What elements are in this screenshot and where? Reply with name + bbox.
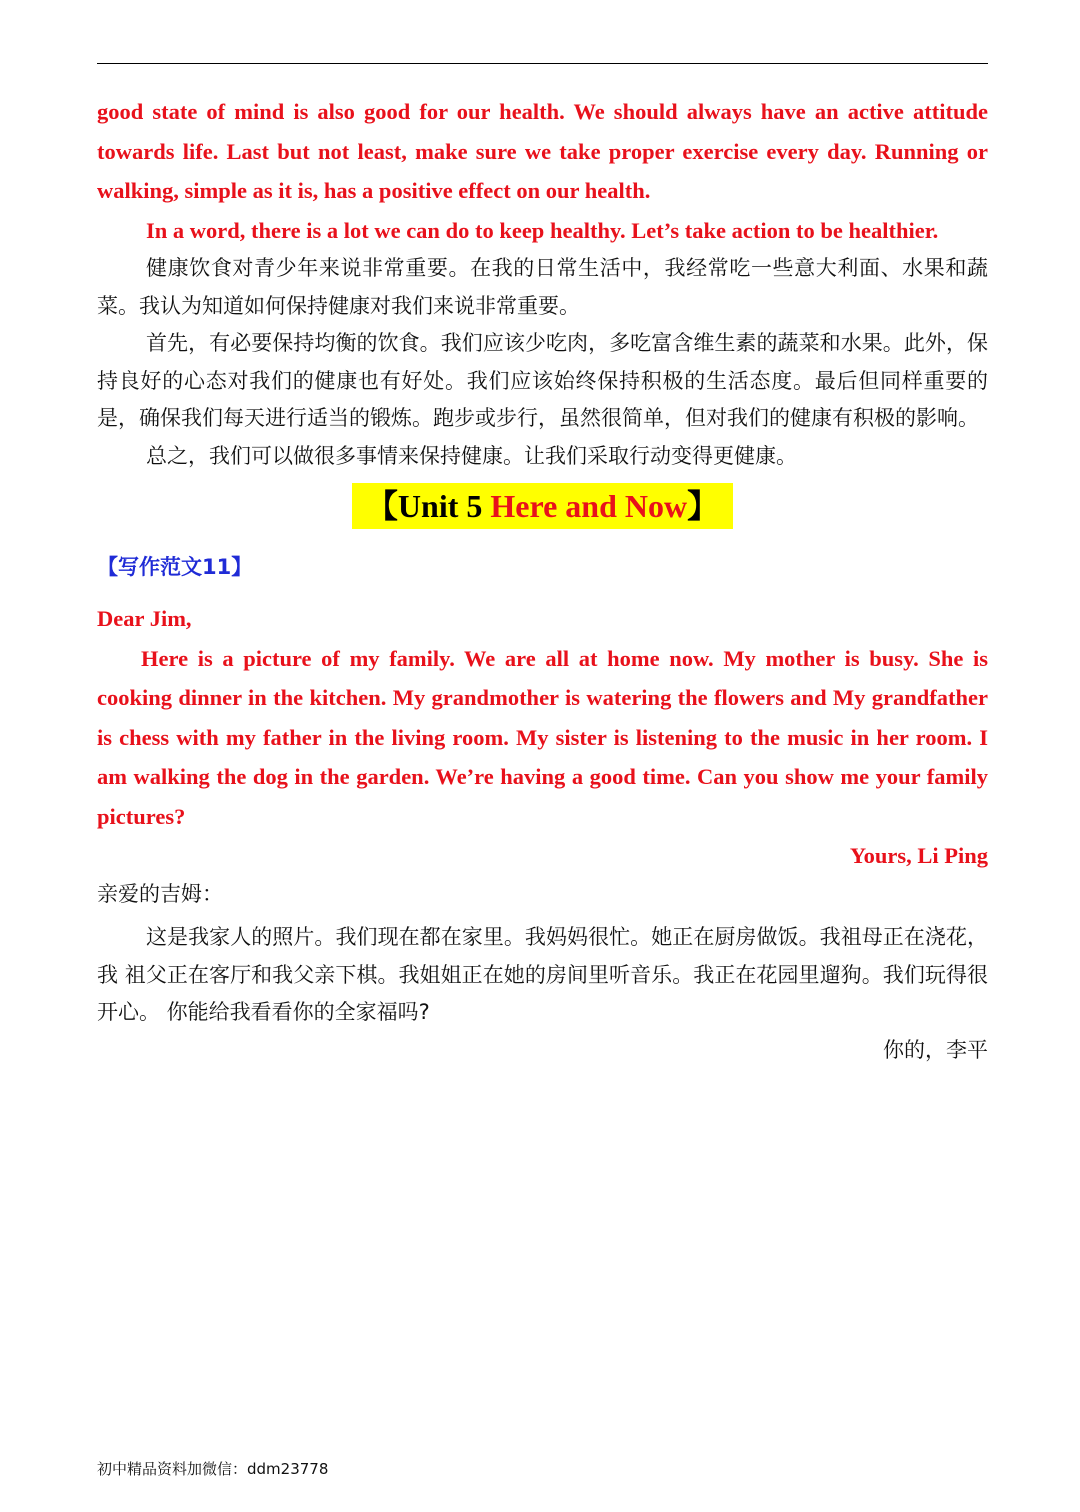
- page-content: [97, 92, 988, 1069]
- chinese-paragraph: 健康饮食对青少年来说非常重要。在我的日常生活中，我经常吃一些意大利面、水果和蔬菜。我认为知道如何保持健康对我们来说非常重要。: [97, 256, 988, 318]
- unit-title-highlight: [352, 483, 733, 529]
- bracket-close: 】: [687, 488, 720, 524]
- unit-title: Here and Now: [490, 488, 688, 524]
- chinese-paragraph: 首先，有必要保持均衡的饮食。我们应该少吃肉，多吃富含维生素的蔬菜和水果。此外，保持良好的心态对我们的健康也有好处。我们应该始终保持积极的生活态度。最后但同样重要的是，确保我们每天进行适当的锻炼。跑步或步行，虽然很简单，但对我们的健康有积极的影响。: [97, 331, 988, 430]
- chinese-conclusion-paragraph: 总之，我们可以做很多事情来保持健康。让我们采取行动变得更健康。: [146, 443, 797, 468]
- letter-signature: Yours, Li Ping: [849, 843, 988, 868]
- header-rule: [97, 63, 988, 64]
- chinese-letter-body: 这是我家人的照片。我们现在都在家里。我妈妈很忙。她正在厨房做饭。我祖母正在浇花，我 祖父正在客厅和我父亲下棋。我姐姐正在她的房间里听音乐。我正在花园里遛狗。我们玩得很开心。 你能给我看看你的全家福吗?: [97, 925, 988, 1024]
- footer-note: 初中精品资料加微信：ddm23778: [97, 1460, 329, 1478]
- letter-greeting: Dear Jim,: [97, 606, 192, 631]
- chinese-greeting: 亲爱的吉姆：: [97, 881, 223, 906]
- english-conclusion-paragraph: In a word, there is a lot we can do to keep healthy. Let’s take action to be healthier.: [146, 217, 939, 243]
- bracket-open: 【: [365, 488, 398, 524]
- unit-label: Unit 5: [397, 488, 491, 524]
- essay-heading: 【写作范文11】: [97, 555, 253, 579]
- english-paragraph: good state of mind is also good for our health. We should always have an active attitude towards life. Last but not least, make sure we take proper exercise every day. Running or walking, simple as it is, has a positive effect on our health.: [97, 99, 988, 203]
- chinese-signature: 你的，李平: [883, 1037, 988, 1062]
- letter-body: Here is a picture of my family. We are all at home now. My mother is busy. She is cooking dinner in the kitchen. My grandmother is watering the flowers and My grandfather is chess with my father in the living room. My sister is listening to the music in her room. I am walking the dog in the garden. We’re having a good time. Can you show me your family pictures?: [97, 645, 988, 829]
- unit-title-banner: [97, 483, 988, 539]
